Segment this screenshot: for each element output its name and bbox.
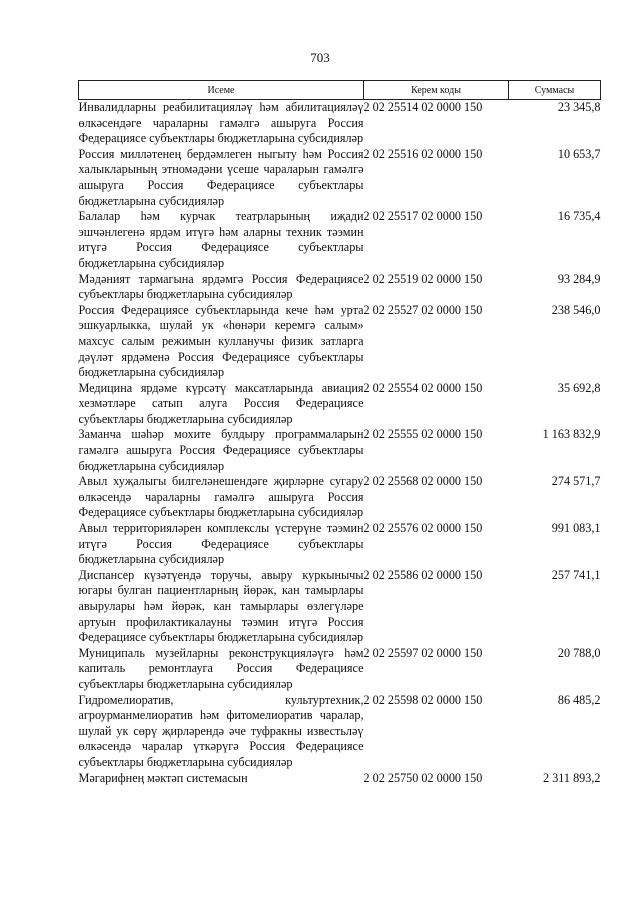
row-code: 2 02 25568 02 0000 150: [363, 474, 483, 489]
table-header: [79, 81, 601, 100]
table-row: [79, 303, 601, 381]
table-row: [79, 427, 601, 474]
row-sum: 991 083,1: [551, 521, 601, 536]
row-sum: 238 546,0: [551, 302, 601, 317]
row-code: 2 02 25750 02 0000 150: [363, 770, 483, 785]
row-code: 2 02 25517 02 0000 150: [363, 209, 483, 224]
table-row: [79, 646, 601, 693]
row-name: Россия Федерациясе субъектларында кече һәм урта эшкуарлыкка, шулай ук «һөнәри керемгә салым» махсус салым режимын кулланучы физик затларга дәүләт ярдәменә Россия Федерациясе субъектлары бюджетларына субсидияләр: [78, 302, 364, 380]
row-name: Муниципаль музейларны реконструкцияләүгә һәм капиталь ремонтлауга Россия Федерациясе субъектлары бюджетларына субсидияләр: [78, 645, 364, 691]
row-sum: 2 311 893,2: [543, 770, 601, 785]
row-sum: 35 692,8: [557, 380, 601, 395]
row-name: Россия милләтенең бердәмлеген ныгыту һәм Россия халыкларының этномәдәни үсеше чараларын гамәлгә ашыруга Россия Федерациясе субъектлары бюджетларына субсидияләр: [78, 146, 364, 208]
row-name: Мәдәният тармагына ярдәмгә Россия Федерациясе субъектлары бюджетларына субсидияләр: [78, 271, 364, 302]
header-name: Исеме: [79, 81, 364, 100]
row-code: 2 02 25554 02 0000 150: [363, 380, 483, 395]
row-name: Заманча шәһәр мохите булдыру программаларын гамәлгә ашыруга Россия Федерациясе субъектлары бюджетларына субсидияләр: [78, 427, 364, 473]
row-sum: 16 735,4: [557, 209, 601, 224]
row-code: 2 02 25586 02 0000 150: [363, 567, 483, 582]
row-sum: 93 284,9: [557, 271, 601, 286]
table-row: [79, 272, 601, 303]
page-number: 703: [310, 50, 330, 65]
row-sum: 20 788,0: [557, 645, 601, 660]
row-sum: 23 345,8: [557, 100, 601, 114]
budget-table: [78, 80, 601, 786]
row-sum: 274 571,7: [551, 474, 601, 489]
row-sum: 86 485,2: [557, 692, 601, 707]
table-row: [79, 147, 601, 209]
row-name: Балалар һәм курчак театрларының иҗади эшчәнлегенә ярдәм итүгә һәм аларны техник тәэмин итүгә Россия Федерациясе субъектлары бюджетларына субсидияләр: [78, 209, 364, 270]
row-name: Гидромелиоратив, культуртехник, агроурманмелиоратив һәм фитомелиоратив чаралар, шулай ук сөрү җирләрендә әче туфракны известьләү өлкәсендә чаралар үткәрүгә Россия Федерациясе субъектлары бюджетларына субсидияләр: [78, 692, 364, 769]
table-row: [79, 521, 601, 568]
row-name: Авыл территорияләрен комплекслы үстерүне тәэмин итүгә Россия Федерациясе субъектлары бюджетларына субсидияләр: [78, 521, 364, 567]
row-sum: 257 741,1: [551, 567, 601, 582]
table-row: [79, 474, 601, 521]
table-row: [79, 100, 601, 147]
table-row: [79, 693, 601, 771]
row-name: Медицина ярдәме күрсәтү максатларында авиация хезмәтләре сатып алуга Россия Федерациясе субъектлары бюджетларына субсидияләр: [78, 380, 364, 426]
row-name: Диспансер күзәтүендә торучы, авыру куркынычы югары булган пациентларның йөрәк, кан тамырлары авырулары һәм йөрәк, кан тамырлары өзлегүләре артуын профилактикалауны тәэмин итүгә Россия Федерациясе субъектлары бюджетларына субсидияләр: [78, 567, 364, 645]
table-body: [79, 100, 601, 787]
table-row: [79, 771, 601, 787]
table-row: [79, 568, 601, 646]
row-code: 2 02 25598 02 0000 150: [363, 692, 483, 707]
row-code: 2 02 25519 02 0000 150: [363, 271, 483, 286]
row-code: 2 02 25516 02 0000 150: [363, 146, 483, 161]
row-sum: 1 163 832,9: [542, 427, 601, 442]
row-name: Инвалидларны реабилитацияләү һәм абилитацияләү өлкәсендәге чараларны гамәлгә ашыруга Россия Федерациясе субъектлары бюджетларына субсидияләр: [78, 100, 364, 146]
row-code: 2 02 25576 02 0000 150: [363, 521, 483, 536]
table-row: [79, 209, 601, 271]
header-code: Керем коды: [364, 81, 509, 100]
table-row: [79, 381, 601, 428]
row-name: Мәгарифнең мәктәп системасын: [78, 770, 248, 785]
row-code: 2 02 25597 02 0000 150: [363, 645, 483, 660]
header-row: [79, 81, 601, 100]
row-code: 2 02 25514 02 0000 150: [363, 100, 483, 114]
header-sum: Суммасы: [509, 81, 601, 100]
row-code: 2 02 25527 02 0000 150: [363, 302, 483, 317]
row-code: 2 02 25555 02 0000 150: [363, 427, 483, 442]
row-name: Авыл хуҗалыгы билгеләнешендәге җирләрне сугару өлкәсендә чараларны гамәлгә ашыруга Россия Федерациясе субъектлары бюджетларына субсидияләр: [78, 474, 364, 520]
row-sum: 10 653,7: [557, 146, 601, 161]
